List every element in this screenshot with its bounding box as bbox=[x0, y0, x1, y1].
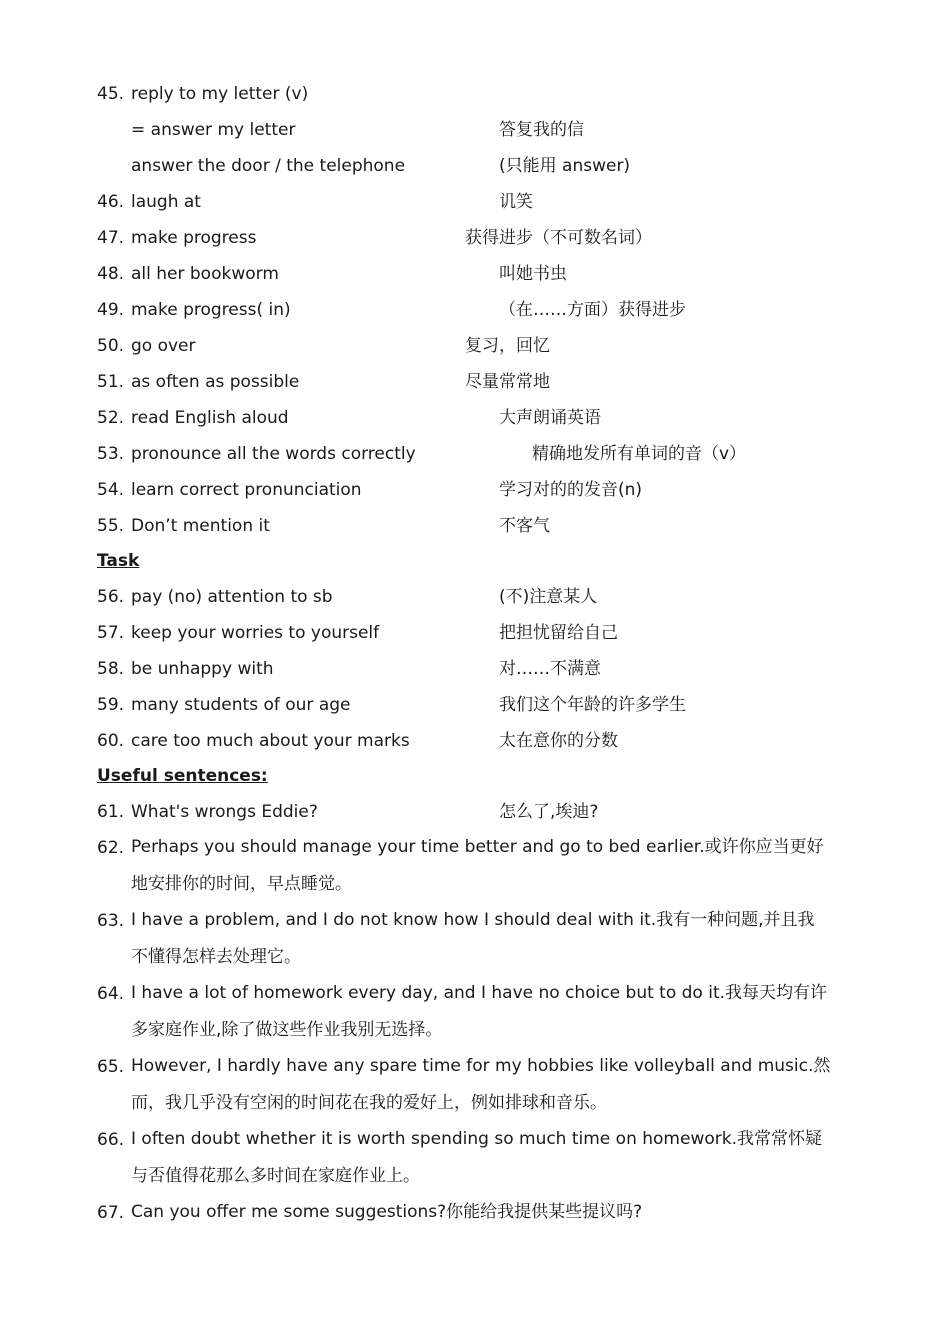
item-number: 54. bbox=[97, 480, 125, 500]
chinese-translation: （在……方面）获得进步 bbox=[499, 300, 686, 320]
english-phrase: make progress bbox=[131, 228, 257, 248]
item-number: 49. bbox=[97, 300, 125, 320]
sentence-text: I often doubt whether it is worth spending so much time on homework.我常常怀疑与否值得花那么多时间在家庭作业上。 bbox=[131, 1129, 822, 1186]
vocab-row bbox=[0, 226, 950, 250]
item-number: 53. bbox=[97, 444, 125, 464]
vocab-row bbox=[0, 406, 950, 430]
vocab-row bbox=[0, 82, 950, 106]
vocab-row bbox=[0, 442, 950, 466]
item-number: 61. bbox=[97, 802, 125, 822]
item-number: 50. bbox=[97, 336, 125, 356]
chinese-translation: 尽量常常地 bbox=[465, 372, 550, 392]
chinese-translation: 叫她书虫 bbox=[499, 264, 567, 284]
chinese-translation: 我们这个年龄的许多学生 bbox=[499, 695, 686, 715]
chinese-translation: (不)注意某人 bbox=[499, 587, 598, 607]
chinese-translation: 讥笑 bbox=[499, 192, 533, 212]
item-number: 66. bbox=[97, 1130, 125, 1150]
chinese-translation: (只能用 answer) bbox=[499, 156, 631, 176]
item-number: 48. bbox=[97, 264, 125, 284]
vocab-row bbox=[0, 657, 950, 681]
english-phrase: = answer my letter bbox=[131, 120, 296, 140]
sentence-text: Can you offer me some suggestions?你能给我提供某些提议吗? bbox=[131, 1202, 643, 1222]
english-phrase: laugh at bbox=[131, 192, 201, 212]
chinese-translation: 对……不满意 bbox=[499, 659, 601, 679]
item-number: 58. bbox=[97, 659, 125, 679]
item-number: 59. bbox=[97, 695, 125, 715]
vocab-row bbox=[0, 262, 950, 286]
vocab-row bbox=[0, 478, 950, 502]
item-number: 52. bbox=[97, 408, 125, 428]
english-phrase: be unhappy with bbox=[131, 659, 274, 679]
sentence-row bbox=[0, 800, 950, 824]
chinese-translation: 不客气 bbox=[499, 516, 550, 536]
chinese-translation: 获得进步（不可数名词） bbox=[465, 228, 652, 248]
item-number: 46. bbox=[97, 192, 125, 212]
item-number: 47. bbox=[97, 228, 125, 248]
english-phrase: make progress( in) bbox=[131, 300, 291, 320]
item-number: 64. bbox=[97, 984, 125, 1004]
english-phrase: many students of our age bbox=[131, 695, 351, 715]
useful-sentences-heading: Useful sentences: bbox=[97, 766, 268, 786]
item-number: 51. bbox=[97, 372, 125, 392]
english-phrase: pay (no) attention to sb bbox=[131, 587, 333, 607]
item-number: 55. bbox=[97, 516, 125, 536]
sentence-text: I have a lot of homework every day, and I have no choice but to do it.我每天均有许多家庭作业,除了做这些作业我别无选择。 bbox=[131, 983, 828, 1040]
vocab-row bbox=[0, 154, 950, 178]
vocab-row bbox=[0, 370, 950, 394]
item-number: 45. bbox=[97, 84, 125, 104]
english-phrase: keep your worries to yourself bbox=[131, 623, 380, 643]
vocab-row bbox=[0, 118, 950, 142]
item-number: 62. bbox=[97, 838, 125, 858]
vocab-row bbox=[0, 729, 950, 753]
english-phrase: read English aloud bbox=[131, 408, 289, 428]
item-number: 60. bbox=[97, 731, 125, 751]
vocab-row bbox=[0, 298, 950, 322]
sentence-text: I have a problem, and I do not know how I should deal with it.我有一种问题,并且我不懂得怎样去处理它。 bbox=[131, 910, 815, 967]
chinese-translation: 大声朗诵英语 bbox=[499, 408, 601, 428]
vocab-row bbox=[0, 190, 950, 214]
chinese-translation: 复习，回忆 bbox=[465, 336, 550, 356]
vocab-row bbox=[0, 514, 950, 538]
chinese-translation: 把担忧留给自己 bbox=[499, 623, 618, 643]
english-phrase: care too much about your marks bbox=[131, 731, 410, 751]
english-phrase: learn correct pronunciation bbox=[131, 480, 362, 500]
item-number: 67. bbox=[97, 1203, 125, 1223]
task-heading: Task bbox=[97, 551, 140, 571]
vocab-row bbox=[0, 585, 950, 609]
english-phrase: as often as possible bbox=[131, 372, 300, 392]
english-phrase: answer the door / the telephone bbox=[131, 156, 406, 176]
english-phrase: pronounce all the words correctly bbox=[131, 444, 416, 464]
sentence-text: However, I hardly have any spare time for my hobbies like volleyball and music.然而，我几乎没有空闲的时间花在我的爱好上，例如排球和音乐。 bbox=[131, 1056, 831, 1113]
item-number: 65. bbox=[97, 1057, 125, 1077]
chinese-translation: 精确地发所有单词的音（v） bbox=[532, 444, 747, 464]
english-phrase: go over bbox=[131, 336, 196, 356]
vocab-row bbox=[0, 621, 950, 645]
vocab-row bbox=[0, 693, 950, 717]
english-phrase: reply to my letter (v) bbox=[131, 84, 309, 104]
vocab-row bbox=[0, 334, 950, 358]
english-sentence: What's wrongs Eddie? bbox=[131, 802, 318, 822]
chinese-translation: 太在意你的分数 bbox=[499, 731, 618, 751]
english-phrase: Don’t mention it bbox=[131, 516, 270, 536]
chinese-translation: 怎么了,埃迪? bbox=[499, 802, 599, 822]
item-number: 57. bbox=[97, 623, 125, 643]
item-number: 63. bbox=[97, 911, 125, 931]
chinese-translation: 答复我的信 bbox=[499, 120, 584, 140]
sentence-text: Perhaps you should manage your time better and go to bed earlier.或许你应当更好地安排你的时间，早点睡觉。 bbox=[131, 837, 824, 894]
chinese-translation: 学习对的的发音(n) bbox=[499, 480, 643, 500]
english-phrase: all her bookworm bbox=[131, 264, 279, 284]
item-number: 56. bbox=[97, 587, 125, 607]
